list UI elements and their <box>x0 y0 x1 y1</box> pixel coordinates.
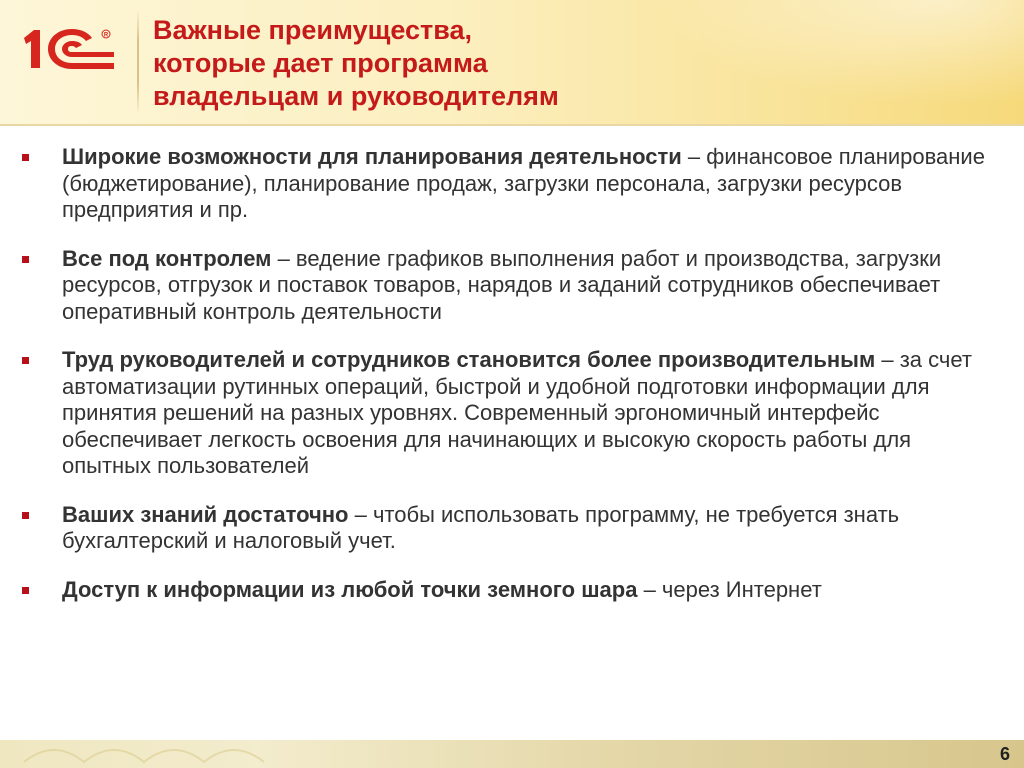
bullet-item <box>0 347 1024 480</box>
slide-title <box>153 14 853 113</box>
bullet-heading: Доступ к информации из любой точки земного шара <box>62 576 644 602</box>
header-band <box>0 0 1024 126</box>
bullet-text: – ведение графиков выполнения работ и производства, загрузки ресурсов, отгрузок и поставок товаров, нарядов и заданий сотрудников обеспечивает оперативный контроль деятельности <box>62 245 942 324</box>
bullet-heading: Широкие возможности для планирования деятельности <box>62 144 682 169</box>
slide-title-line-3: владельцам и руководителям <box>153 81 559 111</box>
bullet-heading: Все под контролем <box>62 245 272 271</box>
bullet-heading: Ваших знаний достаточно <box>62 501 349 527</box>
footer-band <box>0 740 1024 768</box>
bullet-text: – чтобы использовать программу, не требуется знать бухгалтерский и налоговый учет. <box>62 501 900 553</box>
bullet-square-icon <box>22 357 29 364</box>
logo-divider <box>137 10 139 114</box>
bullet-list <box>0 144 1024 603</box>
page-number: 6 <box>999 744 1010 764</box>
bullet-text: – через Интернет <box>643 576 822 602</box>
slide-title-line-2: которые дает программа <box>153 48 488 78</box>
bullet-square-icon <box>22 512 29 519</box>
bullet-text: – за счет автоматизации рутинных операций, быстрой и удобной подготовки информации для принятия решений на разных уровнях. Современный эргономичный интерфейс обеспечивает легкость освоения для начинающих и высокую скорость работы для опытных пользователей <box>62 347 972 478</box>
bullet-item <box>0 246 1024 326</box>
bullet-square-icon <box>22 154 29 161</box>
svg-text:R: R <box>103 32 109 39</box>
bullet-item <box>0 502 1024 555</box>
bullet-item <box>0 144 1024 224</box>
footer-ornament-icon <box>24 740 284 768</box>
bullet-heading: Труд руководителей и сотрудников становится более производительным <box>62 347 876 372</box>
bullet-text: – финансовое планирование (бюджетирование), планирование продаж, загрузки персонала, загрузки ресурсов предприятия и пр. <box>62 144 985 222</box>
slide-title-line-1: Важные преимущества, <box>153 15 473 45</box>
bullet-square-icon <box>22 256 29 263</box>
bullet-square-icon <box>22 587 29 594</box>
1c-logo-icon <box>18 24 118 74</box>
bullet-item <box>0 577 1024 604</box>
